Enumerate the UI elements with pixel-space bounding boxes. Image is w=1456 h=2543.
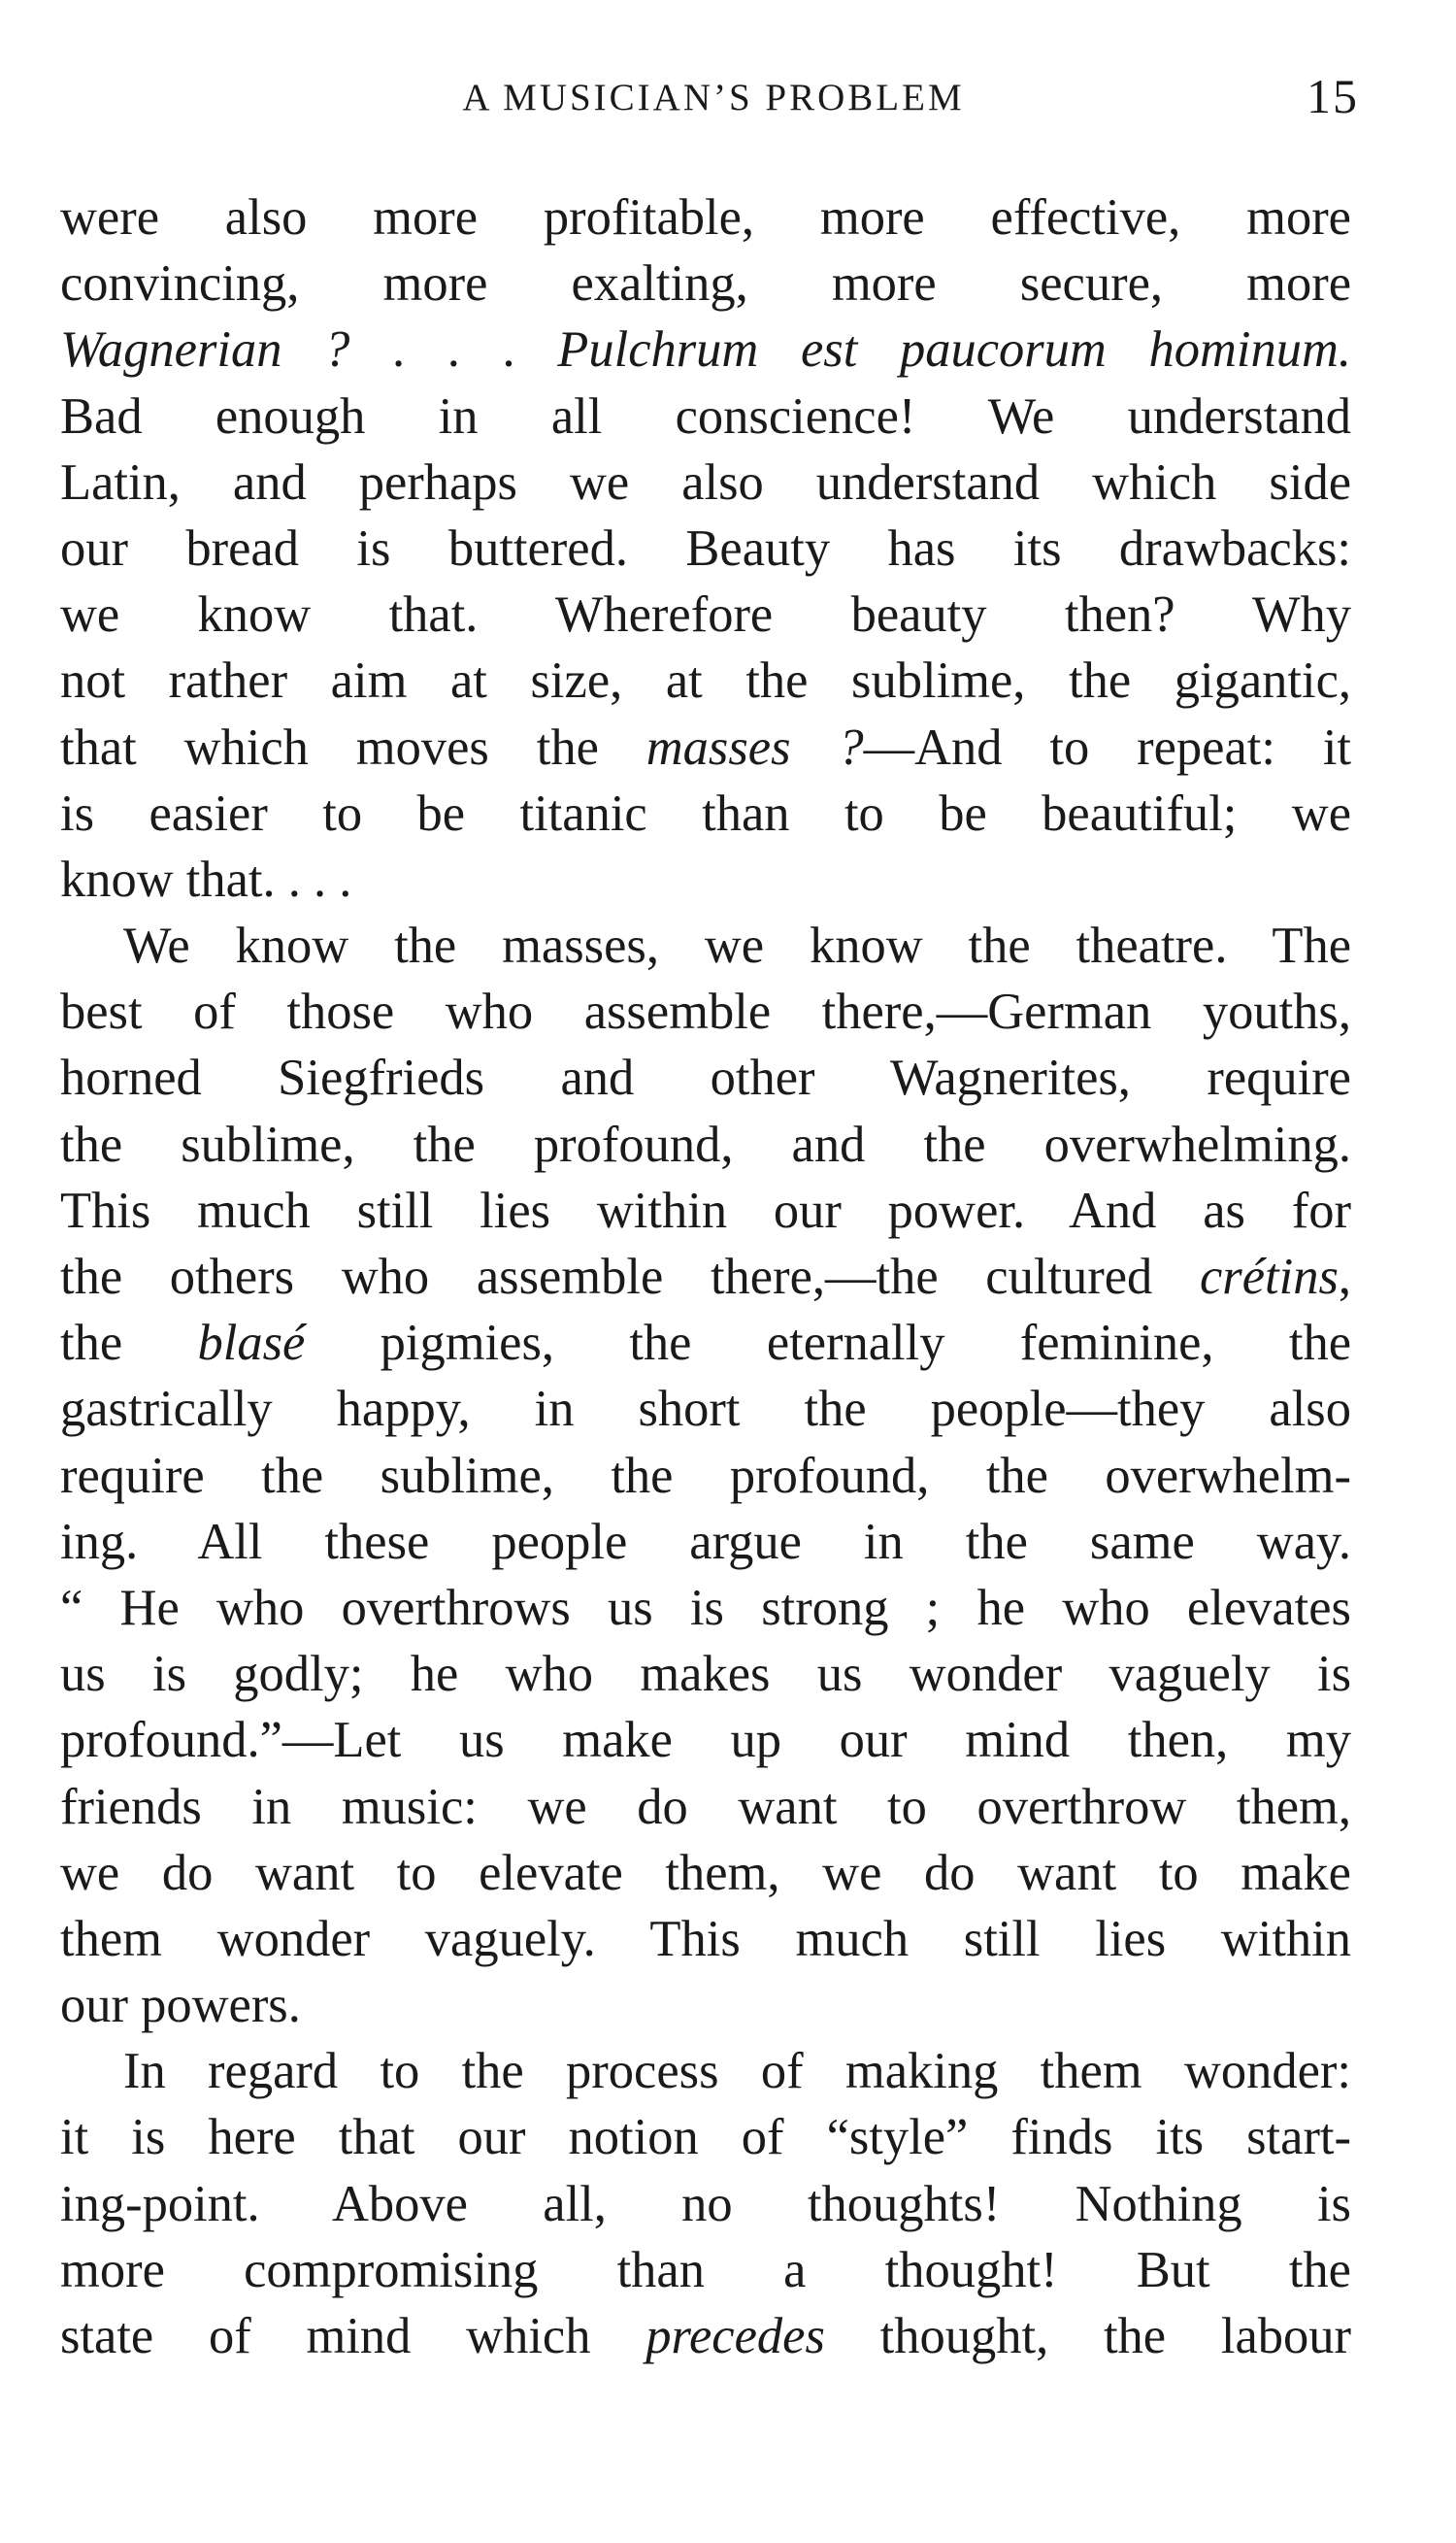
text-line — [60, 1310, 1351, 1376]
text-line: us is godly; he who makes us wonder vaguely is — [60, 1646, 1351, 1703]
italic-phrase: crétins — [1199, 1249, 1339, 1305]
text-segment: —And to repeat: it — [863, 719, 1352, 776]
text-line: Bad enough in all conscience! We understand — [60, 387, 1351, 445]
italic-phrase: masses ? — [645, 719, 864, 776]
text-segment: the — [60, 1315, 198, 1372]
text-segment: state of mind which — [60, 2308, 646, 2364]
text-segment: pigmies, the eternally feminine, the — [305, 1315, 1352, 1372]
italic-phrase: precedes — [645, 2308, 825, 2364]
text-line: not rather aim at size, at the sublime, the gigantic, — [60, 652, 1351, 710]
italic-phrase: blasé — [197, 1315, 306, 1372]
text-line: profound.”—Let us make up our mind then, my — [60, 1712, 1351, 1769]
text-line: In regard to the process of making them wonder: — [123, 2043, 1351, 2100]
text-line: more compromising than a thought! But the — [60, 2241, 1351, 2298]
running-title: A MUSICIAN’S PROBLEM — [462, 77, 965, 118]
text-line: gastrically happy, in short the people—they also — [60, 1381, 1351, 1438]
text-line: know that. . . . — [60, 851, 352, 908]
running-head — [68, 68, 1359, 136]
text-line: This much still lies within our power. And as for — [60, 1182, 1351, 1239]
text-line: best of those who assemble there,—German youths, — [60, 984, 1351, 1041]
body-text — [60, 184, 1351, 2369]
text-line: horned Siegfrieds and other Wagnerites, require — [60, 1050, 1351, 1107]
italic-phrase: Pulchrum est paucorum hominum. — [557, 321, 1352, 379]
text-line — [60, 715, 1351, 781]
text-line: ing. All these people argue in the same way. — [60, 1513, 1351, 1570]
text-segment: that which moves the — [60, 719, 646, 776]
text-segment: . . . — [349, 321, 558, 379]
text-line: our powers. — [60, 1977, 301, 2034]
text-line: the sublime, the profound, and the overwhelming. — [60, 1116, 1351, 1173]
text-line: “ He who overthrows us is strong ; he who elevates — [60, 1579, 1351, 1636]
page-number: 15 — [1307, 69, 1359, 123]
text-line: We know the masses, we know the theatre. The — [123, 918, 1351, 975]
text-line: require the sublime, the profound, the overwhelm- — [60, 1447, 1351, 1504]
text-segment: thought, the labour — [824, 2308, 1351, 2364]
text-line: convincing, more exalting, more secure, more — [60, 255, 1351, 313]
text-line: we know that. Wherefore beauty then? Why — [60, 586, 1351, 644]
text-line — [60, 317, 1351, 383]
text-line: ing-point. Above all, no thoughts! Nothing is — [60, 2175, 1351, 2232]
text-line: is easier to be titanic than to be beautiful; we — [60, 785, 1351, 842]
text-line: it is here that our notion of “style” finds its start- — [60, 2109, 1351, 2166]
text-segment: , — [1338, 1249, 1351, 1305]
italic-phrase: Wagnerian ? — [60, 321, 350, 379]
text-line: our bread is buttered. Beauty has its drawbacks: — [60, 519, 1351, 577]
text-line: them wonder vaguely. This much still lies within — [60, 1910, 1351, 1967]
text-line: we do want to elevate them, we do want to make — [60, 1844, 1351, 1901]
text-line — [60, 1244, 1351, 1310]
text-line: Latin, and perhaps we also understand which side — [60, 453, 1351, 511]
text-line: friends in music: we do want to overthrow them, — [60, 1778, 1351, 1835]
text-line: were also more profitable, more effective, more — [60, 189, 1351, 246]
text-line — [60, 2303, 1351, 2369]
text-segment: the others who assemble there,—the cultured — [60, 1249, 1200, 1305]
